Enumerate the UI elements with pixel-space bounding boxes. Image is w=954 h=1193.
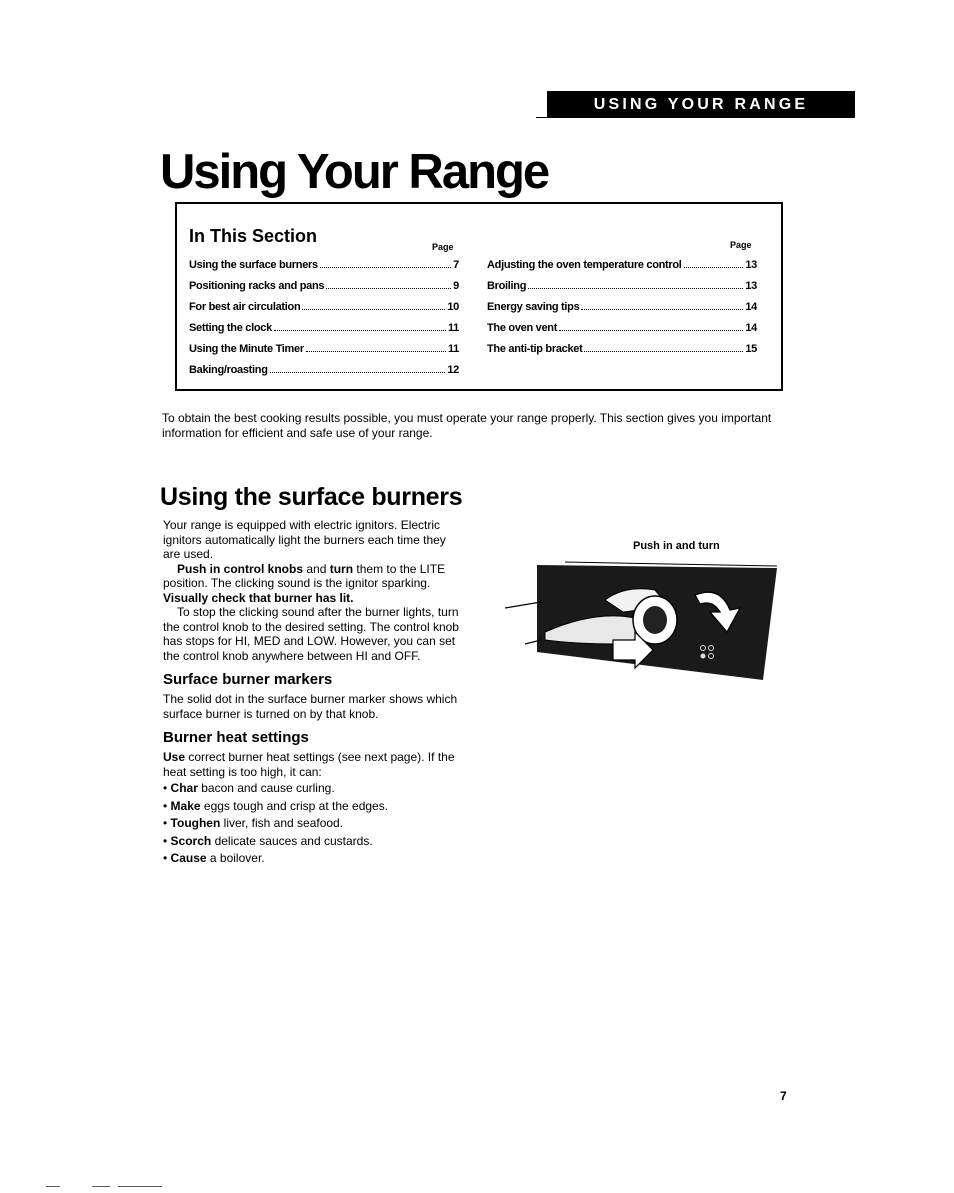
heat-settings-heading: Burner heat settings bbox=[163, 729, 309, 746]
toc-column-left bbox=[189, 258, 459, 384]
toc-entry-label: Energy saving tips bbox=[487, 301, 580, 313]
bullet-dot-icon: • bbox=[163, 816, 171, 830]
list-item bbox=[163, 799, 463, 814]
bold-text: Visually check that burner has lit. bbox=[163, 590, 354, 605]
bullet-dot-icon: • bbox=[163, 851, 171, 865]
markers-paragraph: The solid dot in the surface burner marker shows which surface burner is turned on by that knob. bbox=[163, 692, 458, 721]
footer-rule bbox=[46, 1186, 60, 1187]
toc-entry-page: 14 bbox=[745, 301, 757, 313]
toc-leader-dots bbox=[274, 321, 446, 331]
toc-heading: In This Section bbox=[189, 226, 318, 246]
toc-leader-dots bbox=[528, 279, 743, 289]
paragraph-ignitors: Your range is equipped with electric ignitors. Electric ignitors automatically light the burners each time they are used. bbox=[163, 518, 446, 561]
surface-burners-text bbox=[163, 518, 463, 869]
toc-entry bbox=[487, 342, 757, 363]
section-title: Using the surface burners bbox=[160, 483, 463, 511]
page-title: Using Your Range bbox=[160, 145, 549, 199]
toc-entry-label: Adjusting the oven temperature control bbox=[487, 259, 682, 271]
toc-entry bbox=[189, 258, 459, 279]
page-number: 7 bbox=[780, 1089, 787, 1103]
toc-page-header-left: Page bbox=[432, 242, 454, 252]
toc-entry-label: Positioning racks and pans bbox=[189, 280, 325, 292]
toc-entry-page: 13 bbox=[745, 259, 757, 271]
toc-leader-dots bbox=[584, 342, 743, 352]
toc-entry-label: Setting the clock bbox=[189, 322, 272, 334]
text: them to the LITE position. The clicking sound is the ignitor sparking. bbox=[163, 561, 446, 590]
toc-entry-page: 9 bbox=[453, 280, 459, 292]
bold-text: Scorch bbox=[170, 833, 212, 848]
text: and bbox=[303, 561, 330, 576]
toc-entry-page: 14 bbox=[745, 322, 757, 334]
toc-entry-label: For best air circulation bbox=[189, 301, 301, 313]
bold-text: Push in control knobs bbox=[177, 561, 304, 576]
toc-page-header-right: Page bbox=[730, 240, 752, 250]
toc-leader-dots bbox=[302, 300, 445, 310]
toc-entry-page: 10 bbox=[447, 301, 459, 313]
list-item bbox=[163, 816, 463, 831]
toc-leader-dots bbox=[320, 258, 451, 268]
toc-entry-label: Using the surface burners bbox=[189, 259, 318, 271]
text: delicate sauces and custards. bbox=[211, 833, 373, 848]
toc-entry-page: 13 bbox=[745, 280, 757, 292]
toc-entry-page: 11 bbox=[447, 322, 459, 334]
toc-entry-label: The anti-tip bracket bbox=[487, 343, 583, 355]
toc-leader-dots bbox=[326, 279, 451, 289]
toc-entry-label: Baking/roasting bbox=[189, 364, 268, 376]
toc-box bbox=[175, 202, 783, 391]
bold-text: Use bbox=[163, 750, 186, 764]
bold-text: Make bbox=[170, 798, 201, 813]
bold-text: turn bbox=[329, 561, 354, 576]
bold-text: Toughen bbox=[170, 816, 221, 830]
intro-paragraph: To obtain the best cooking results possible, you must operate your range properly. This section gives you important information for efficient and safe use of your range. bbox=[162, 411, 772, 440]
heat-bullet-list bbox=[163, 781, 463, 866]
heat-lead-paragraph bbox=[163, 750, 463, 779]
knob-illustration bbox=[505, 540, 785, 685]
toc-entry-page: 15 bbox=[745, 343, 757, 355]
bullet-dot-icon: • bbox=[163, 781, 171, 795]
toc-leader-dots bbox=[684, 258, 744, 268]
text: correct burner heat settings (see next page). If the heat setting is too high, it can: bbox=[163, 750, 455, 779]
footer-rule bbox=[118, 1186, 162, 1187]
paragraph-stop-clicking: To stop the clicking sound after the burner lights, turn the control knob to the desired setting. The control knob has stops for HI, MED and LOW. However, you can set the control knob anywhere between HI and OFF. bbox=[163, 605, 459, 663]
tab-underline bbox=[536, 117, 548, 118]
toc-entry bbox=[487, 321, 757, 342]
toc-leader-dots bbox=[581, 300, 743, 310]
toc-entry-page: 7 bbox=[453, 259, 459, 271]
toc-entry-page: 12 bbox=[447, 364, 459, 376]
toc-entry bbox=[189, 300, 459, 321]
paragraph-push-turn bbox=[163, 562, 463, 606]
toc-entry bbox=[487, 279, 757, 300]
text: a boilover. bbox=[206, 851, 265, 865]
list-item bbox=[163, 851, 463, 866]
toc-column-right bbox=[487, 258, 757, 363]
toc-entry bbox=[189, 342, 459, 363]
toc-leader-dots bbox=[559, 321, 743, 331]
bullet-dot-icon: • bbox=[163, 833, 171, 848]
text: eggs tough and crisp at the edges. bbox=[200, 798, 389, 813]
toc-entry-label: Broiling bbox=[487, 280, 527, 292]
text: liver, fish and seafood. bbox=[220, 816, 344, 830]
bold-text: Cause bbox=[170, 851, 207, 865]
toc-entry bbox=[487, 300, 757, 321]
toc-entry bbox=[189, 279, 459, 300]
toc-entry-page: 11 bbox=[447, 343, 459, 355]
toc-leader-dots bbox=[270, 363, 446, 373]
bullet-dot-icon: • bbox=[163, 798, 171, 813]
figure-caption: Push in and turn bbox=[633, 540, 720, 552]
list-item bbox=[163, 834, 463, 849]
footer-rule bbox=[92, 1186, 110, 1187]
list-item bbox=[163, 781, 463, 796]
toc-entry bbox=[189, 363, 459, 384]
toc-entry-label: Using the Minute Timer bbox=[189, 343, 304, 355]
toc-entry-label: The oven vent bbox=[487, 322, 558, 334]
toc-entry bbox=[189, 321, 459, 342]
section-tab: USING YOUR RANGE bbox=[547, 91, 855, 118]
text: bacon and cause curling. bbox=[197, 781, 335, 795]
toc-entry bbox=[487, 258, 757, 279]
markers-heading: Surface burner markers bbox=[163, 671, 333, 688]
toc-leader-dots bbox=[306, 342, 446, 352]
knob-drawing bbox=[505, 540, 785, 685]
bold-text: Char bbox=[170, 781, 198, 795]
